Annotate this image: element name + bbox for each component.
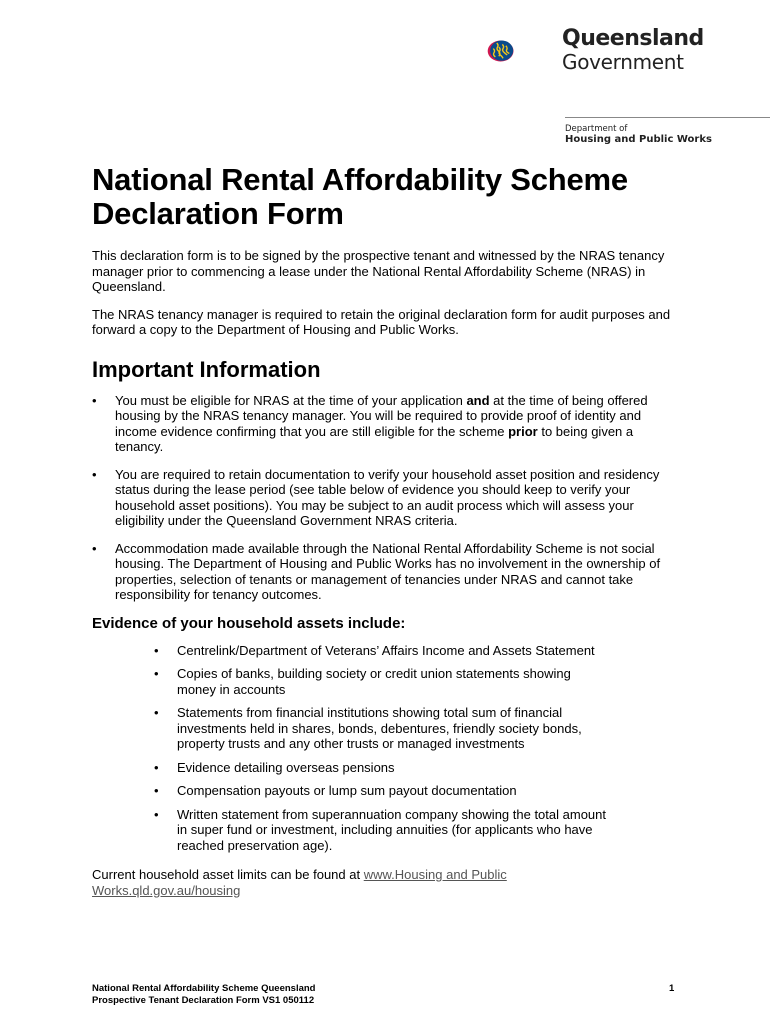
text: Statements from financial institutions showing total sum of financial investments held in shares, bonds, debentures, friendly society bonds, property trusts and any other trusts or managed investments [177, 705, 582, 751]
department-name: Housing and Public Works [565, 134, 712, 145]
text: You are required to retain documentation to verify your household asset position and residency status during the lease period (see table below of evidence you should keep to verify your household asset positions). You may be subject to an audit process which will assess your eligibility under the Queensland Government NRAS criteria. [115, 466, 660, 528]
footer-line-2: Prospective Tenant Declaration Form VS1 050112 [92, 995, 315, 1006]
main-content [92, 163, 692, 910]
asset-limits-paragraph [92, 867, 542, 898]
bullet-icon: • [154, 759, 159, 775]
list-item [92, 760, 692, 776]
list-item [92, 467, 692, 529]
list-item [92, 783, 692, 799]
text: You must be eligible for NRAS at the time of your application [115, 392, 467, 408]
intro-paragraph: This declaration form is to be signed by the prospective tenant and witnessed by the NRAS tenancy manager prior to commencing a lease under the National Rental Affordability Scheme (NRAS) in Queensland. [92, 248, 665, 294]
text: Written statement from superannuation company showing the total amount in super fund or investment, including annuities (for applicants who have reached preservation age). [177, 806, 606, 853]
text: Accommodation made available through the National Rental Affordability Scheme is not social housing. The Department of Housing and Public Works has no involvement in the ownership of properties, selection of tenants or management of tenancies under NRAS and cannot take responsibility for tenancy outcomes. [115, 540, 661, 602]
page-title [92, 163, 692, 231]
important-information-heading: Important Information [92, 356, 321, 382]
list-item [92, 643, 692, 659]
list-item [92, 393, 692, 455]
queensland-government-logo [487, 20, 562, 82]
footer [92, 983, 315, 1007]
housing-website-link[interactable]: www.Housing and Public Works.qld.gov.au/housing [92, 867, 507, 898]
footer-line-1: National Rental Affordability Scheme Queensland [92, 983, 316, 994]
bullet-icon: • [92, 540, 97, 556]
page-number: 1 [669, 983, 675, 994]
list-item [92, 807, 692, 854]
department-prefix: Department of [565, 124, 628, 134]
bullet-icon: • [92, 392, 97, 408]
bullet-icon: • [154, 806, 159, 822]
evidence-list [92, 643, 692, 854]
bullet-icon: • [154, 783, 159, 798]
title-line-2: Declaration Form [92, 196, 344, 231]
intro-paragraph: The NRAS tenancy manager is required to retain the original declaration form for audit purposes and forward a copy to the Department of Housing and Public Works. [92, 306, 671, 337]
text: Copies of banks, building society or credit union statements showing money in accounts [177, 666, 571, 697]
text: Current household asset limits can be found at [92, 867, 364, 882]
bold-text: and [466, 392, 490, 408]
evidence-heading: Evidence of your household assets include: [92, 614, 406, 632]
list-item [92, 705, 692, 752]
list-item [92, 666, 692, 697]
header-divider [565, 117, 770, 118]
title-line-1: National Rental Affordability Scheme [92, 162, 628, 197]
logo-text-queensland: Queensland [562, 26, 704, 51]
text: Compensation payouts or lump sum payout documentation [177, 783, 517, 798]
bullet-icon: • [92, 466, 97, 482]
text: to being given a tenancy. [115, 423, 634, 454]
bold-text: prior [508, 423, 538, 439]
bullet-icon: • [154, 642, 159, 658]
bullet-icon: • [154, 705, 159, 720]
bullet-icon: • [154, 666, 159, 681]
text: Evidence detailing overseas pensions [177, 759, 395, 775]
text: at the time of being offered housing by the NRAS tenancy manager. You will be required to provide proof of identity and income evidence confirming that you are still eligible for the scheme [115, 392, 648, 439]
list-item [92, 541, 692, 603]
important-list [92, 393, 692, 603]
logo-text-government: Government [562, 50, 684, 74]
text: Centrelink/Department of Veterans’ Affairs Income and Assets Statement [177, 642, 595, 658]
